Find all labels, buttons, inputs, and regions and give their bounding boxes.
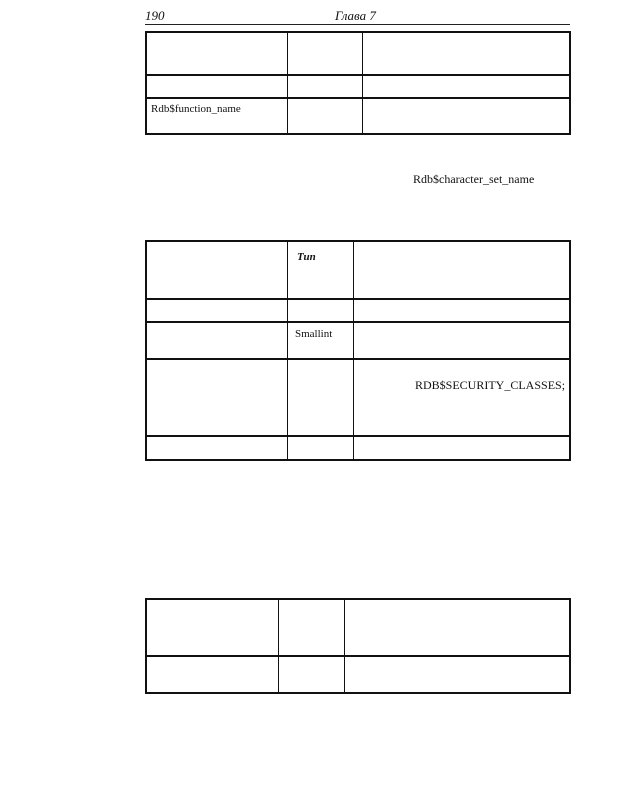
chapter-title: Глава 7 xyxy=(335,8,376,23)
table-2-row-divider xyxy=(147,321,569,323)
table-2-col-divider xyxy=(287,242,288,459)
running-header xyxy=(145,8,570,25)
table-1-cell-function-name: Rdb$function_name xyxy=(151,103,241,115)
table-3-row-divider xyxy=(147,655,569,657)
table-1-row-divider xyxy=(147,74,569,76)
table-2-row-divider xyxy=(147,435,569,437)
table-2 xyxy=(145,240,571,461)
table-1 xyxy=(145,31,571,135)
character-set-name-text: Rdb$character_set_name xyxy=(413,172,535,186)
table-3-col-divider xyxy=(344,600,345,692)
page-number: 190 xyxy=(145,8,165,23)
table-2-col-divider xyxy=(353,242,354,459)
table-2-row-divider xyxy=(147,298,569,300)
table-1-row-divider xyxy=(147,97,569,99)
table-1-col-divider xyxy=(362,33,363,133)
table-2-row-divider xyxy=(147,358,569,360)
table-2-cell-security-classes: RDB$SECURITY_CLASSES; xyxy=(415,378,566,392)
table-3 xyxy=(145,598,571,694)
table-2-cell-smallint: Smallint xyxy=(295,328,333,340)
table-1-col-divider xyxy=(287,33,288,133)
table-3-col-divider xyxy=(278,600,279,692)
table-2-header-type: Тип xyxy=(297,251,316,263)
